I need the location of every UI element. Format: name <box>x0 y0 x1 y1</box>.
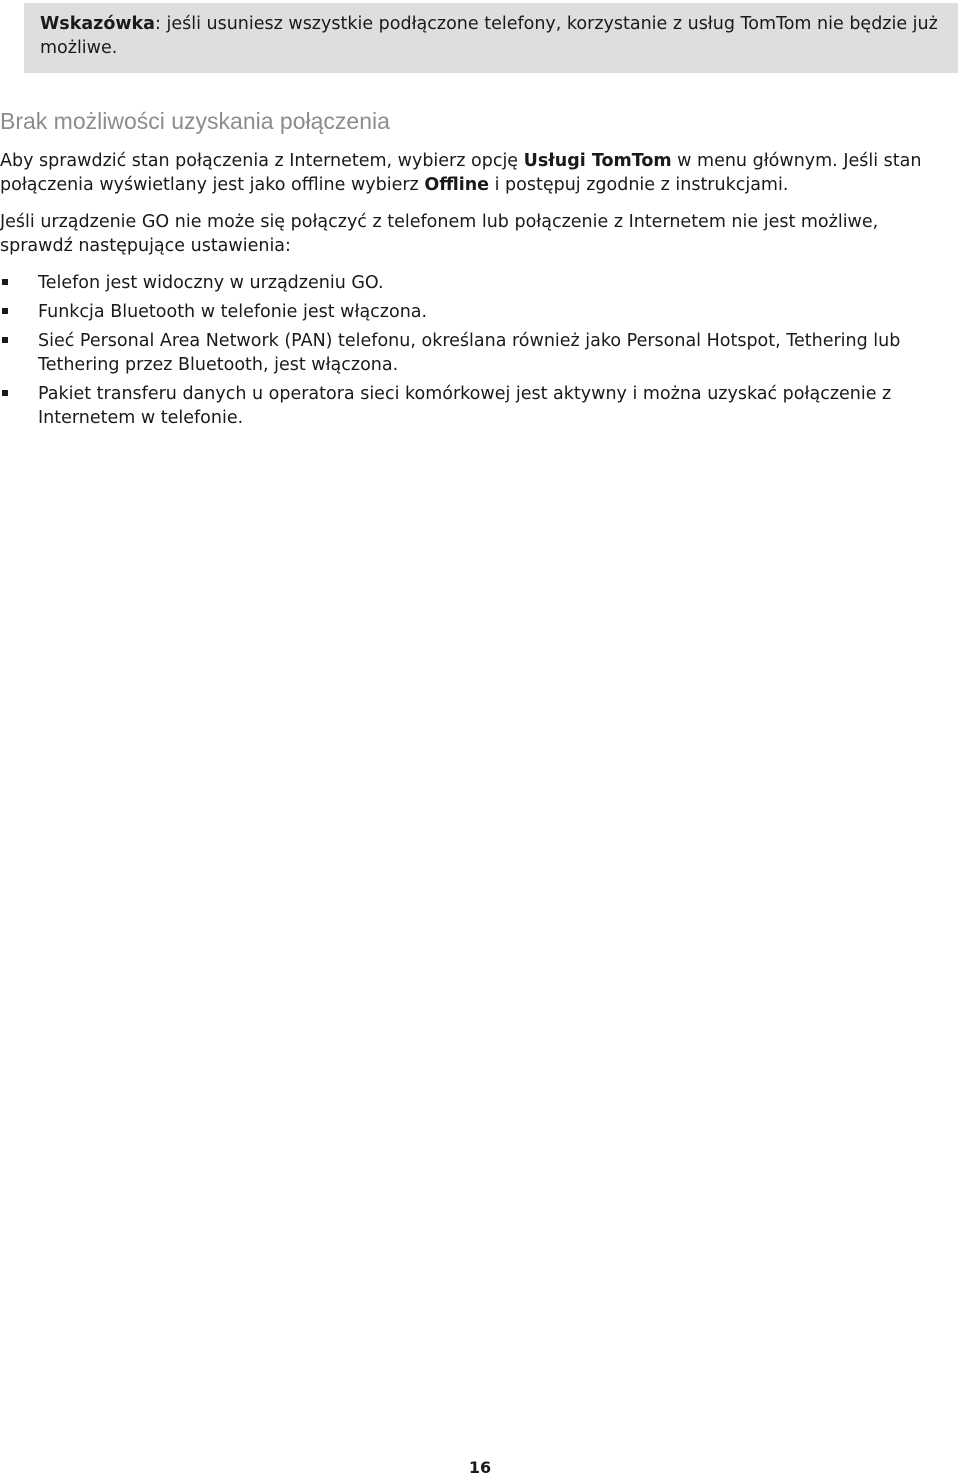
tip-label: Wskazówka <box>40 14 155 34</box>
list-item <box>0 271 955 295</box>
paragraph1-part3: i postępuj zgodnie z instrukcjami. <box>489 175 789 195</box>
paragraph1-part1: Aby sprawdzić stan połączenia z Internetem, wybierz opcję <box>0 151 524 171</box>
list-item-text: Pakiet transferu danych u operatora sieci komórkowej jest aktywny i można uzyskać połączenie z Internetem w telefonie. <box>38 384 892 428</box>
square-bullet-icon <box>2 279 8 285</box>
tip-box <box>24 3 958 73</box>
list-item <box>0 300 955 324</box>
offline-term: Offline <box>424 175 490 195</box>
tip-text: : jeśli usuniesz wszystkie podłączone telefony, korzystanie z usług TomTom nie będzie już możliwe. <box>40 14 938 58</box>
list-item-text: Sieć Personal Area Network (PAN) telefonu, określana również jako Personal Hotspot, Tethering lub Tethering przez Bluetooth, jest włączona. <box>38 331 901 375</box>
troubleshooting-intro-paragraph: Jeśli urządzenie GO nie może się połączyć z telefonem lub połączenie z Internetem nie jest możliwe, sprawdź następujące ustawienia: <box>0 212 879 256</box>
connection-status-paragraph <box>0 149 955 197</box>
list-item-text: Telefon jest widoczny w urządzeniu GO. <box>38 273 384 293</box>
paragraph1-part2: w menu głównym. Jeśli stan połączenia wyświetlany jest jako offline wybierz <box>0 151 922 195</box>
section-heading: Brak możliwości uzyskania połączenia <box>0 108 390 134</box>
list-item-text: Funkcja Bluetooth w telefonie jest włączona. <box>38 302 428 322</box>
list-item <box>0 329 955 377</box>
tomtom-services-term: Usługi TomTom <box>523 151 672 171</box>
square-bullet-icon <box>2 390 8 396</box>
square-bullet-icon <box>2 337 8 343</box>
list-item <box>0 382 955 430</box>
settings-checklist <box>0 271 955 435</box>
page-number: 16 <box>468 1458 492 1477</box>
square-bullet-icon <box>2 308 8 314</box>
